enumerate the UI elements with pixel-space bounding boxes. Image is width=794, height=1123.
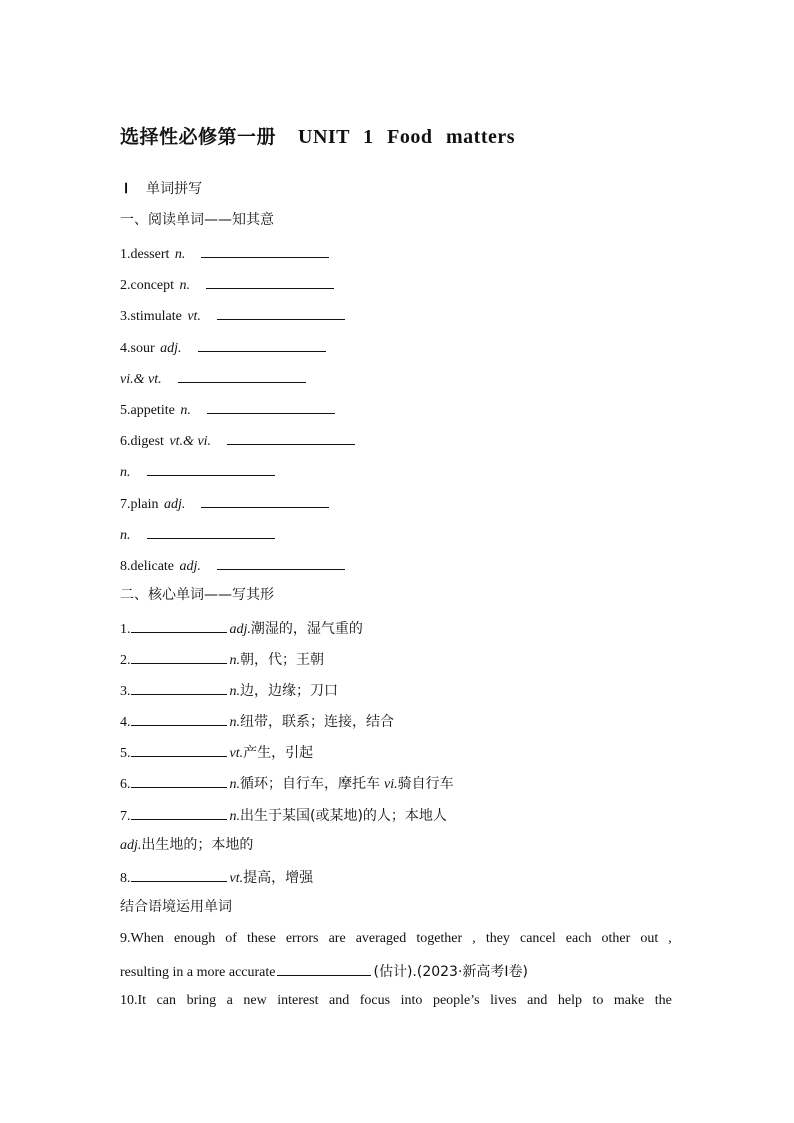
part-of-speech: adj. xyxy=(229,622,251,637)
core-word-item xyxy=(120,836,253,855)
item-number: 3. xyxy=(120,684,131,699)
core-word-item xyxy=(120,773,454,794)
sentence-word: errors xyxy=(285,931,319,946)
word-meaning: 循环；自行车，摩托车 xyxy=(240,776,380,792)
reading-word-item xyxy=(120,461,275,482)
answer-blank[interactable] xyxy=(217,555,345,570)
sentence-word: help xyxy=(557,993,582,1008)
reading-word-item xyxy=(120,555,345,576)
sentence-word: into xyxy=(400,993,423,1008)
sentence-word: to xyxy=(592,993,604,1008)
sentence-word: interest xyxy=(277,993,319,1008)
core-word-item xyxy=(120,711,394,732)
core-word-item xyxy=(120,867,313,888)
answer-blank-9[interactable] xyxy=(277,961,371,976)
reading-word-item xyxy=(120,524,275,545)
part-of-speech: n. xyxy=(229,684,240,699)
sentence-word: people’s xyxy=(432,993,480,1008)
answer-blank[interactable] xyxy=(178,368,306,383)
answer-blank[interactable] xyxy=(201,243,329,258)
answer-blank[interactable] xyxy=(131,773,227,788)
page-title xyxy=(120,122,515,149)
answer-blank[interactable] xyxy=(131,742,227,757)
part-of-speech: vi. xyxy=(384,777,398,792)
sentence-word: a xyxy=(226,993,233,1008)
sentence-word: can xyxy=(156,993,177,1008)
answer-blank[interactable] xyxy=(131,618,227,633)
reading-word-item xyxy=(120,243,329,264)
sentence-word: new xyxy=(243,993,267,1008)
sentence-word: out xyxy=(640,931,659,946)
part-of-speech: vt. xyxy=(229,746,244,761)
part-of-speech: vt. xyxy=(187,309,201,324)
part-of-speech: n. xyxy=(180,403,191,418)
part-of-speech: n. xyxy=(229,809,240,824)
word-text: 7.plain xyxy=(120,497,162,512)
sentence-word: of xyxy=(225,931,237,946)
item-number: 8. xyxy=(120,871,131,886)
answer-blank[interactable] xyxy=(227,430,355,445)
sentence-word: focus xyxy=(359,993,391,1008)
reading-word-item xyxy=(120,274,334,295)
part-of-speech: n. xyxy=(229,653,240,668)
item-number: 5. xyxy=(120,746,131,761)
reading-word-item xyxy=(120,493,329,514)
part2-heading: 二、核心单词——写其形 xyxy=(120,587,274,603)
sentence-word: cancel xyxy=(519,931,556,946)
word-meaning: 潮湿的，湿气重的 xyxy=(250,621,363,637)
item-number: 2. xyxy=(120,653,131,668)
answer-blank[interactable] xyxy=(131,805,227,820)
word-meaning: 产生，引起 xyxy=(243,745,314,761)
answer-blank[interactable] xyxy=(131,867,227,882)
part-of-speech: n. xyxy=(120,465,131,480)
title-english: UNIT 1 Food matters xyxy=(298,126,516,148)
part-of-speech: n. xyxy=(120,528,131,543)
word-text: 4.sour xyxy=(120,341,159,356)
word-text: 8.delicate xyxy=(120,559,178,574)
part-of-speech: n. xyxy=(229,715,240,730)
part-of-speech: vi.& vt. xyxy=(120,372,162,387)
part-of-speech: n. xyxy=(174,247,186,262)
sentence-word: and xyxy=(527,993,548,1008)
word-meaning: 朝，代；王朝 xyxy=(240,652,324,668)
item-number: 7. xyxy=(120,809,131,824)
answer-blank[interactable] xyxy=(206,274,334,289)
sentence-word: 10.It xyxy=(120,993,147,1008)
sentence-word: together xyxy=(416,931,463,946)
question-10-line-1 xyxy=(120,992,672,1010)
sentence-word: and xyxy=(329,993,350,1008)
word-text: 6.digest xyxy=(120,434,168,449)
section-roman-numeral: Ⅰ xyxy=(124,182,129,197)
sentence-word: , xyxy=(668,931,672,946)
sentence-word: lives xyxy=(490,993,517,1008)
section-heading-1 xyxy=(120,180,202,199)
core-word-item xyxy=(120,618,363,639)
core-word-item xyxy=(120,805,447,826)
answer-blank[interactable] xyxy=(198,337,326,352)
sentence-word: enough xyxy=(174,931,216,946)
word-text: 3.stimulate xyxy=(120,309,186,324)
sentence-word: the xyxy=(654,993,672,1008)
sentence-word: , xyxy=(472,931,476,946)
part-of-speech: vt.& vi. xyxy=(169,434,212,449)
sentence-word: these xyxy=(247,931,276,946)
sentence-word: each xyxy=(565,931,592,946)
word-text: 1.dessert xyxy=(120,247,173,262)
part-of-speech: adj. xyxy=(120,838,142,853)
reading-word-item xyxy=(120,368,306,389)
question-9-line-1 xyxy=(120,930,672,948)
word-meaning: 出生于某国(或某地)的人；本地人 xyxy=(240,808,447,824)
item-number: 4. xyxy=(120,715,131,730)
title-chinese: 选择性必修第一册 xyxy=(120,126,277,148)
part-of-speech: n. xyxy=(179,278,191,293)
question-9-text: resulting in a more accurate xyxy=(120,965,276,980)
reading-word-item xyxy=(120,337,326,358)
item-number: 6. xyxy=(120,777,131,792)
answer-blank[interactable] xyxy=(131,680,227,695)
core-word-item xyxy=(120,649,324,670)
reading-word-item xyxy=(120,305,345,326)
sentence-word: they xyxy=(485,931,510,946)
question-9-line-2 xyxy=(120,961,528,982)
answer-blank[interactable] xyxy=(201,493,329,508)
sentence-word: are xyxy=(328,931,346,946)
part1-heading: 一、阅读单词——知其意 xyxy=(120,212,274,228)
answer-blank[interactable] xyxy=(131,711,227,726)
word-meaning: 出生地的；本地的 xyxy=(141,837,254,853)
core-word-item xyxy=(120,742,313,763)
sentence-word: bring xyxy=(186,993,217,1008)
part-of-speech: adj. xyxy=(179,559,201,574)
section-label: 单词拼写 xyxy=(146,181,203,197)
part3-heading: 结合语境运用单词 xyxy=(120,899,232,915)
part-of-speech: adj. xyxy=(164,497,186,512)
word-meaning: 骑自行车 xyxy=(397,776,454,792)
sentence-word: other xyxy=(601,931,631,946)
word-meaning: 提高，增强 xyxy=(243,870,314,886)
item-number: 1. xyxy=(120,622,131,637)
part-of-speech: adj. xyxy=(160,341,182,356)
reading-word-item xyxy=(120,430,355,451)
sentence-word: make xyxy=(613,993,645,1008)
answer-blank[interactable] xyxy=(217,305,345,320)
answer-blank[interactable] xyxy=(147,524,275,539)
sentence-word: averaged xyxy=(355,931,407,946)
word-meaning: 纽带，联系；连接，结合 xyxy=(240,714,394,730)
part-of-speech: n. xyxy=(229,777,240,792)
word-meaning: 边，边缘；刀口 xyxy=(240,683,338,699)
word-text: 5.appetite xyxy=(120,403,179,418)
answer-blank[interactable] xyxy=(147,461,275,476)
answer-blank[interactable] xyxy=(207,399,335,414)
answer-blank[interactable] xyxy=(131,649,227,664)
core-word-item xyxy=(120,680,338,701)
part-of-speech: vt. xyxy=(229,871,244,886)
sentence-word: 9.When xyxy=(120,931,164,946)
reading-word-item xyxy=(120,399,335,420)
word-text: 2.concept xyxy=(120,278,178,293)
question-9-hint: (估计).(2023·新高考Ⅰ卷) xyxy=(373,964,528,980)
